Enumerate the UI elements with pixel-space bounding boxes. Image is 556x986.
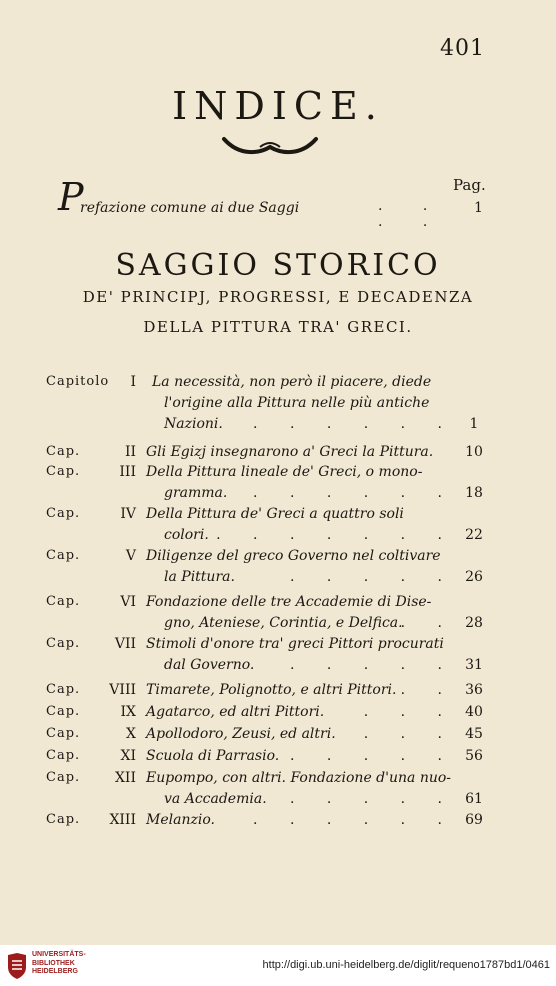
chapter-page-number: 22 <box>465 527 483 543</box>
preface-page: 1 <box>474 200 483 216</box>
chapter-title-line: Timarete, Polignotto, e altri Pittori. <box>146 682 397 698</box>
chapter-page-number: 26 <box>465 569 483 585</box>
page-number: 401 <box>440 36 485 61</box>
chapter-title-line: Diligenze del greco Governo nel coltivare <box>146 548 441 564</box>
chapter-title-line: dal Governo. <box>164 657 255 673</box>
chapter-numeral: XI <box>120 748 136 764</box>
chapter-page-number: 69 <box>465 812 483 828</box>
library-logo-icon <box>6 953 28 979</box>
chapter-numeral: VI <box>120 594 136 610</box>
chapter-label: Cap. <box>46 444 81 459</box>
chapter-title-line: Apollodoro, Zeusi, ed altri. <box>146 726 336 742</box>
leader-dots: . . . . . . <box>253 812 456 828</box>
chapter-title-line: Nazioni. <box>164 416 223 432</box>
library-name-line-3: HEIDELBERG <box>32 968 78 975</box>
chapter-title-line: l'origine alla Pittura nelle più antiche <box>164 395 430 411</box>
library-name <box>32 951 86 977</box>
chapter-label: Cap. <box>46 726 81 741</box>
chapter-numeral: XII <box>114 770 136 786</box>
leader-dots: . . . <box>363 726 456 742</box>
index-title: INDICE. <box>172 84 384 128</box>
source-url-link[interactable]: http://digi.ub.uni-heidelberg.de/diglit/requeno1787bd1/0461 <box>262 959 550 971</box>
chapter-numeral: XIII <box>109 812 136 828</box>
chapter-title-line: colori. <box>164 527 209 543</box>
chapter-numeral: VIII <box>109 682 136 698</box>
chapter-numeral: IX <box>120 704 136 720</box>
chapter-numeral: IV <box>120 506 136 522</box>
section-subtitle-1: DE' PRINCIPJ, PROGRESSI, E DECADENZA <box>82 288 474 306</box>
leader-dots: . . . . . . <box>253 485 456 501</box>
chapter-page-number: 28 <box>465 615 483 631</box>
chapter-label: Cap. <box>46 506 81 521</box>
chapter-title-line: La necessità, non però il piacere, diede <box>152 374 432 390</box>
chapter-label: Capitolo <box>46 374 110 389</box>
chapter-title-line: gramma. <box>164 485 228 501</box>
chapter-page-number: 1 <box>469 416 479 432</box>
chapter-label: Cap. <box>46 812 81 827</box>
leader-dots: . . . <box>363 704 456 720</box>
chapter-label: Cap. <box>46 636 81 651</box>
leader-dots: . . . . . . . <box>216 527 456 543</box>
chapter-title-line: Gli Egizj insegnarono a' Greci la Pittura. <box>146 444 434 460</box>
pag-label: Pag. <box>453 176 486 194</box>
chapter-numeral: I <box>130 374 136 390</box>
chapter-label: Cap. <box>46 548 81 563</box>
chapter-title-line: Stimoli d'onore tra' greci Pittori procurati <box>146 636 444 652</box>
chapter-title-line: la Pittura. <box>164 569 235 585</box>
chapter-page-number: 36 <box>465 682 483 698</box>
leader-dots: . . . . . <box>289 569 456 585</box>
chapter-page-number: 61 <box>465 791 483 807</box>
library-name-line-1: UNIVERSITÄTS- <box>32 951 86 958</box>
chapter-label: Cap. <box>46 748 81 763</box>
leader-dots: . . . . . <box>289 657 456 673</box>
chapter-title-line: Fondazione delle tre Accademie di Dise- <box>146 594 432 610</box>
section-title: SAGGIO STORICO <box>115 248 441 283</box>
footer-bar <box>0 945 556 986</box>
chapter-title-line: Della Pittura de' Greci a quattro soli <box>146 506 404 522</box>
chapter-title-line: Scuola di Parrasio. <box>146 748 280 764</box>
chapter-label: Cap. <box>46 594 81 609</box>
preface-dots: . . . . <box>378 198 446 230</box>
chapter-page-number: 10 <box>465 444 483 460</box>
preface-text: refazione comune ai due Saggi <box>80 200 300 216</box>
chapter-label: Cap. <box>46 704 81 719</box>
chapter-numeral: III <box>119 464 136 480</box>
chapter-numeral: V <box>125 548 136 564</box>
preface-initial: P <box>58 175 84 219</box>
chapter-numeral: VII <box>114 636 136 652</box>
chapter-label: Cap. <box>46 770 81 785</box>
chapter-page-number: 45 <box>465 726 483 742</box>
chapter-label: Cap. <box>46 464 81 479</box>
leader-dots: . . . . . <box>289 748 456 764</box>
chapter-title-line: gno, Ateniese, Corintia, e Delfica. <box>164 615 403 631</box>
chapter-title-line: Eupompo, con altri. Fondazione d'una nuo- <box>146 770 452 786</box>
chapter-title-line: Agatarco, ed altri Pittori. <box>146 704 325 720</box>
chapter-title-line: Della Pittura lineale de' Greci, o mono- <box>146 464 423 480</box>
chapter-title-line: va Accademia. <box>164 791 267 807</box>
leader-dots: . . . . . . <box>253 416 456 432</box>
leader-dots: . . . . . <box>289 791 456 807</box>
chapter-page-number: 40 <box>465 704 483 720</box>
library-name-line-2: BIBLIOTHEK <box>32 959 75 967</box>
section-subtitle-2: DELLA PITTURA TRA' GRECI. <box>143 318 413 336</box>
leader-dots: . . <box>400 682 456 698</box>
chapter-numeral: II <box>124 444 136 460</box>
leader-dots: . . <box>400 615 456 631</box>
chapter-page-number: 56 <box>465 748 483 764</box>
chapter-page-number: 31 <box>465 657 483 673</box>
chapter-page-number: 18 <box>465 485 483 501</box>
chapter-numeral: X <box>126 726 136 742</box>
chapter-title-line: Melanzio. <box>146 812 215 828</box>
chapter-label: Cap. <box>46 682 81 697</box>
